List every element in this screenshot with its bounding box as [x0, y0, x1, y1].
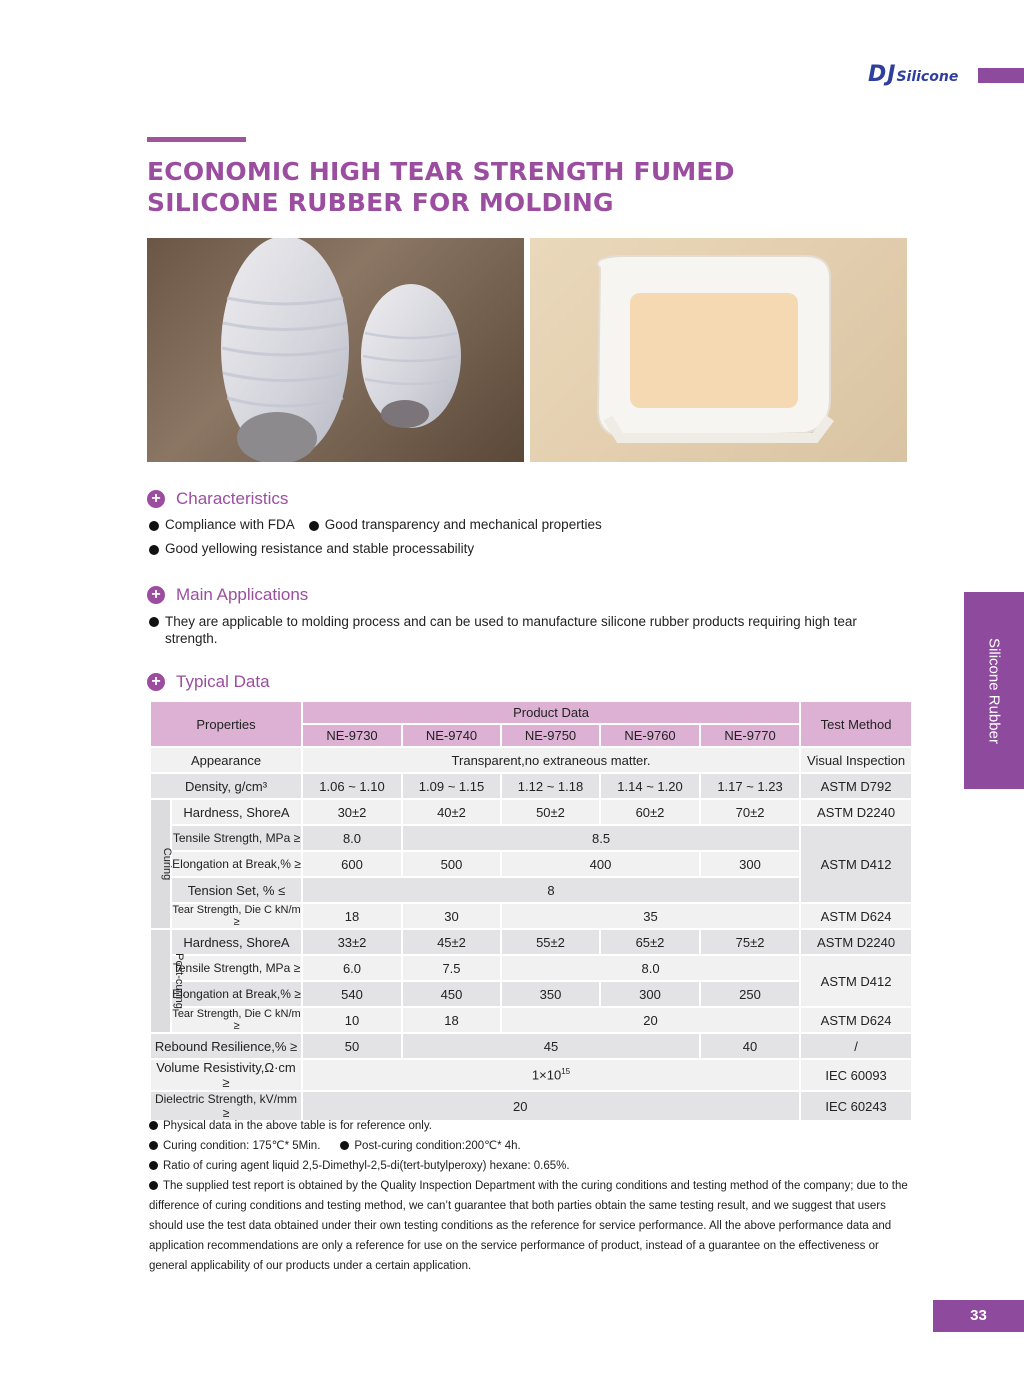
note-item: Curing condition: 175℃* 5Min. Post-curing condition:200℃* 4h. [149, 1136, 911, 1156]
table-cell: Transparent,no extraneous matter. [302, 747, 800, 773]
page-title [147, 156, 787, 218]
plus-icon: + [147, 490, 165, 508]
table-cell: 600 [302, 851, 402, 877]
table-cell: 45±2 [402, 929, 501, 955]
note-item: Physical data in the above table is for reference only. [149, 1116, 911, 1136]
header-product: NE-9740 [402, 724, 501, 747]
typical-data-heading-text: Typical Data [176, 672, 270, 691]
table-cell: 30 [402, 903, 501, 929]
table-cell: 33±2 [302, 929, 402, 955]
header-product: NE-9750 [501, 724, 600, 747]
typical-data-table [149, 700, 913, 1122]
table-cell: 70±2 [700, 799, 800, 825]
bullet-icon [149, 1141, 158, 1150]
test-method-cell: ASTM D412 [800, 825, 912, 903]
list-item: Good yellowing resistance and stable processability [149, 541, 474, 556]
table-row [150, 799, 912, 825]
table-cell: 8.0 [302, 825, 402, 851]
table-row [150, 1007, 912, 1033]
row-label: Hardness, ShoreA [171, 929, 302, 955]
plus-icon: + [147, 586, 165, 604]
title-line-1: ECONOMIC HIGH TEAR STRENGTH FUMED [147, 157, 735, 186]
table-cell: 300 [700, 851, 800, 877]
bullet-icon [340, 1141, 349, 1150]
row-label: Elongation at Break,% ≥ [171, 851, 302, 877]
title-accent-bar [147, 137, 246, 142]
table-cell: 18 [302, 903, 402, 929]
table-cell: 1.17 ~ 1.23 [700, 773, 800, 799]
row-label: Dielectric Strength, kV/mm ≥ [150, 1091, 302, 1121]
typical-data-heading [147, 672, 270, 692]
table-cell: 7.5 [402, 955, 501, 981]
table-cell: 8.5 [402, 825, 800, 851]
table-cell: $1\times 10^{15}$ [302, 1059, 800, 1091]
table-header-row [150, 701, 912, 724]
header-test-method: Test Method [800, 701, 912, 747]
header-product-data: Product Data [302, 701, 800, 724]
list-item: They are applicable to molding process and can be used to manufacture silicone rubber products requiring high tear strength. [149, 613, 911, 647]
test-method-cell: IEC 60243 [800, 1091, 912, 1121]
table-row [150, 1033, 912, 1059]
table-cell: 450 [402, 981, 501, 1007]
group-label-curing: Curing [150, 799, 171, 929]
table-row [150, 773, 912, 799]
row-label: Tear Strength, Die C kN/m ≥ [172, 904, 301, 928]
note-item: Ratio of curing agent liquid 2,5-Dimethyl-2,5-di(tert-butylperoxy) hexane: 0.65%. [149, 1156, 911, 1176]
table-cell: 500 [402, 851, 501, 877]
table-cell: 6.0 [302, 955, 402, 981]
table-cell: 40 [700, 1033, 800, 1059]
test-method-cell: ASTM D624 [800, 1007, 912, 1033]
plus-icon: + [147, 673, 165, 691]
table-row [150, 1059, 912, 1091]
table-row [150, 747, 912, 773]
table-cell: 50±2 [501, 799, 600, 825]
table-row [150, 981, 912, 1007]
row-label: Tensile Strength, MPa ≥ [171, 825, 302, 851]
table-cell: 540 [302, 981, 402, 1007]
table-row [150, 851, 912, 877]
side-tab-label: Silicone Rubber [985, 637, 1003, 744]
table-cell: 20 [501, 1007, 800, 1033]
table-cell: 10 [302, 1007, 402, 1033]
list-item: Good transparency and mechanical properties [309, 517, 602, 532]
logo-accent-bar [978, 68, 1024, 83]
logo-sub: Silicone [896, 69, 959, 85]
row-label: Tension Set, % ≤ [171, 877, 302, 903]
table-cell: 40±2 [402, 799, 501, 825]
row-label: Hardness, ShoreA [171, 799, 302, 825]
bullet-icon [309, 521, 319, 531]
footnotes [149, 1116, 911, 1276]
frame-illustration [530, 238, 907, 462]
table-cell: 60±2 [600, 799, 700, 825]
row-label: Tear Strength, Die C kN/m ≥ [172, 1008, 301, 1032]
test-method-cell: ASTM D412 [800, 955, 912, 1007]
test-method-cell: ASTM D2240 [800, 799, 912, 825]
table-cell: 35 [501, 903, 800, 929]
table-cell: 75±2 [700, 929, 800, 955]
bullet-icon [149, 1161, 158, 1170]
test-method-cell: ASTM D624 [800, 903, 912, 929]
row-label: Appearance [150, 747, 302, 773]
table-cell: 18 [402, 1007, 501, 1033]
applications-heading [147, 585, 308, 605]
table-cell: 8.0 [501, 955, 800, 981]
table-cell: 1.09 ~ 1.15 [402, 773, 501, 799]
table-cell: 400 [501, 851, 700, 877]
header-product: NE-9760 [600, 724, 700, 747]
test-method-cell: Visual Inspection [800, 747, 912, 773]
characteristics-heading [147, 489, 288, 509]
group-label-post-curing: Post-curing [150, 929, 171, 1033]
table-cell: 50 [302, 1033, 402, 1059]
logo-main: DJ [868, 62, 897, 87]
product-photo-frame [530, 238, 907, 462]
table-row [150, 877, 912, 903]
bullet-icon [149, 521, 159, 531]
characteristics-row-2 [149, 541, 488, 556]
table-cell: 55±2 [501, 929, 600, 955]
table-cell: 1.14 ~ 1.20 [600, 773, 700, 799]
header-product: NE-9770 [700, 724, 800, 747]
row-label: Elongation at Break,% ≥ [171, 981, 302, 1007]
row-label: Rebound Resilience,% ≥ [150, 1033, 302, 1059]
row-label: Density, g/cm³ [150, 773, 302, 799]
table-cell: 45 [402, 1033, 700, 1059]
test-method-cell: / [800, 1033, 912, 1059]
table-cell: 20 [302, 1091, 800, 1121]
table-cell: 250 [700, 981, 800, 1007]
table-cell: 1.06 ~ 1.10 [302, 773, 402, 799]
table-row [150, 955, 912, 981]
header-properties: Properties [150, 701, 302, 747]
page-number: 33 [933, 1300, 1024, 1332]
table-cell: 30±2 [302, 799, 402, 825]
bellows-illustration [147, 238, 524, 462]
characteristics-row-1 [149, 517, 616, 532]
table-row [150, 825, 912, 851]
applications-row [149, 613, 911, 647]
bullet-icon [149, 1181, 158, 1190]
table-cell: 1.12 ~ 1.18 [501, 773, 600, 799]
header-product: NE-9730 [302, 724, 402, 747]
bullet-icon [149, 617, 159, 627]
test-method-cell: ASTM D2240 [800, 929, 912, 955]
table-cell: 350 [501, 981, 600, 1007]
test-method-cell: IEC 60093 [800, 1059, 912, 1091]
row-label: Volume Resistivity,Ω·cm ≥ [150, 1059, 302, 1091]
title-line-2: SILICONE RUBBER FOR MOLDING [147, 188, 614, 217]
row-label: Tensile Strength, MPa ≥ [171, 955, 302, 981]
product-photo-bellows [147, 238, 524, 462]
bullet-icon [149, 1121, 158, 1130]
table-row [150, 929, 912, 955]
test-method-cell: ASTM D792 [800, 773, 912, 799]
brand-logo [868, 62, 958, 87]
applications-heading-text: Main Applications [176, 585, 309, 604]
bullet-icon [149, 545, 159, 555]
characteristics-heading-text: Characteristics [176, 489, 289, 508]
table-cell: 8 [302, 877, 800, 903]
section-side-tab [964, 592, 1024, 789]
table-cell: 300 [600, 981, 700, 1007]
note-item: The supplied test report is obtained by the Quality Inspection Department with the curing conditions and testing method of the company; due to the difference of curing conditions and testing method, we can’t guarantee that both parties obtain the same testing result, and we suggest that users should use the test data obtained under their own testing conditions as the reference for service performance. All the above performance data and application recommendations are only a reference for use on the service performance of product, instead of a guarantee on the effectiveness or general applicability of our products under a certain application. [149, 1180, 908, 1272]
table-cell: 65±2 [600, 929, 700, 955]
table-row [150, 903, 912, 929]
list-item: Compliance with FDA [149, 517, 295, 532]
